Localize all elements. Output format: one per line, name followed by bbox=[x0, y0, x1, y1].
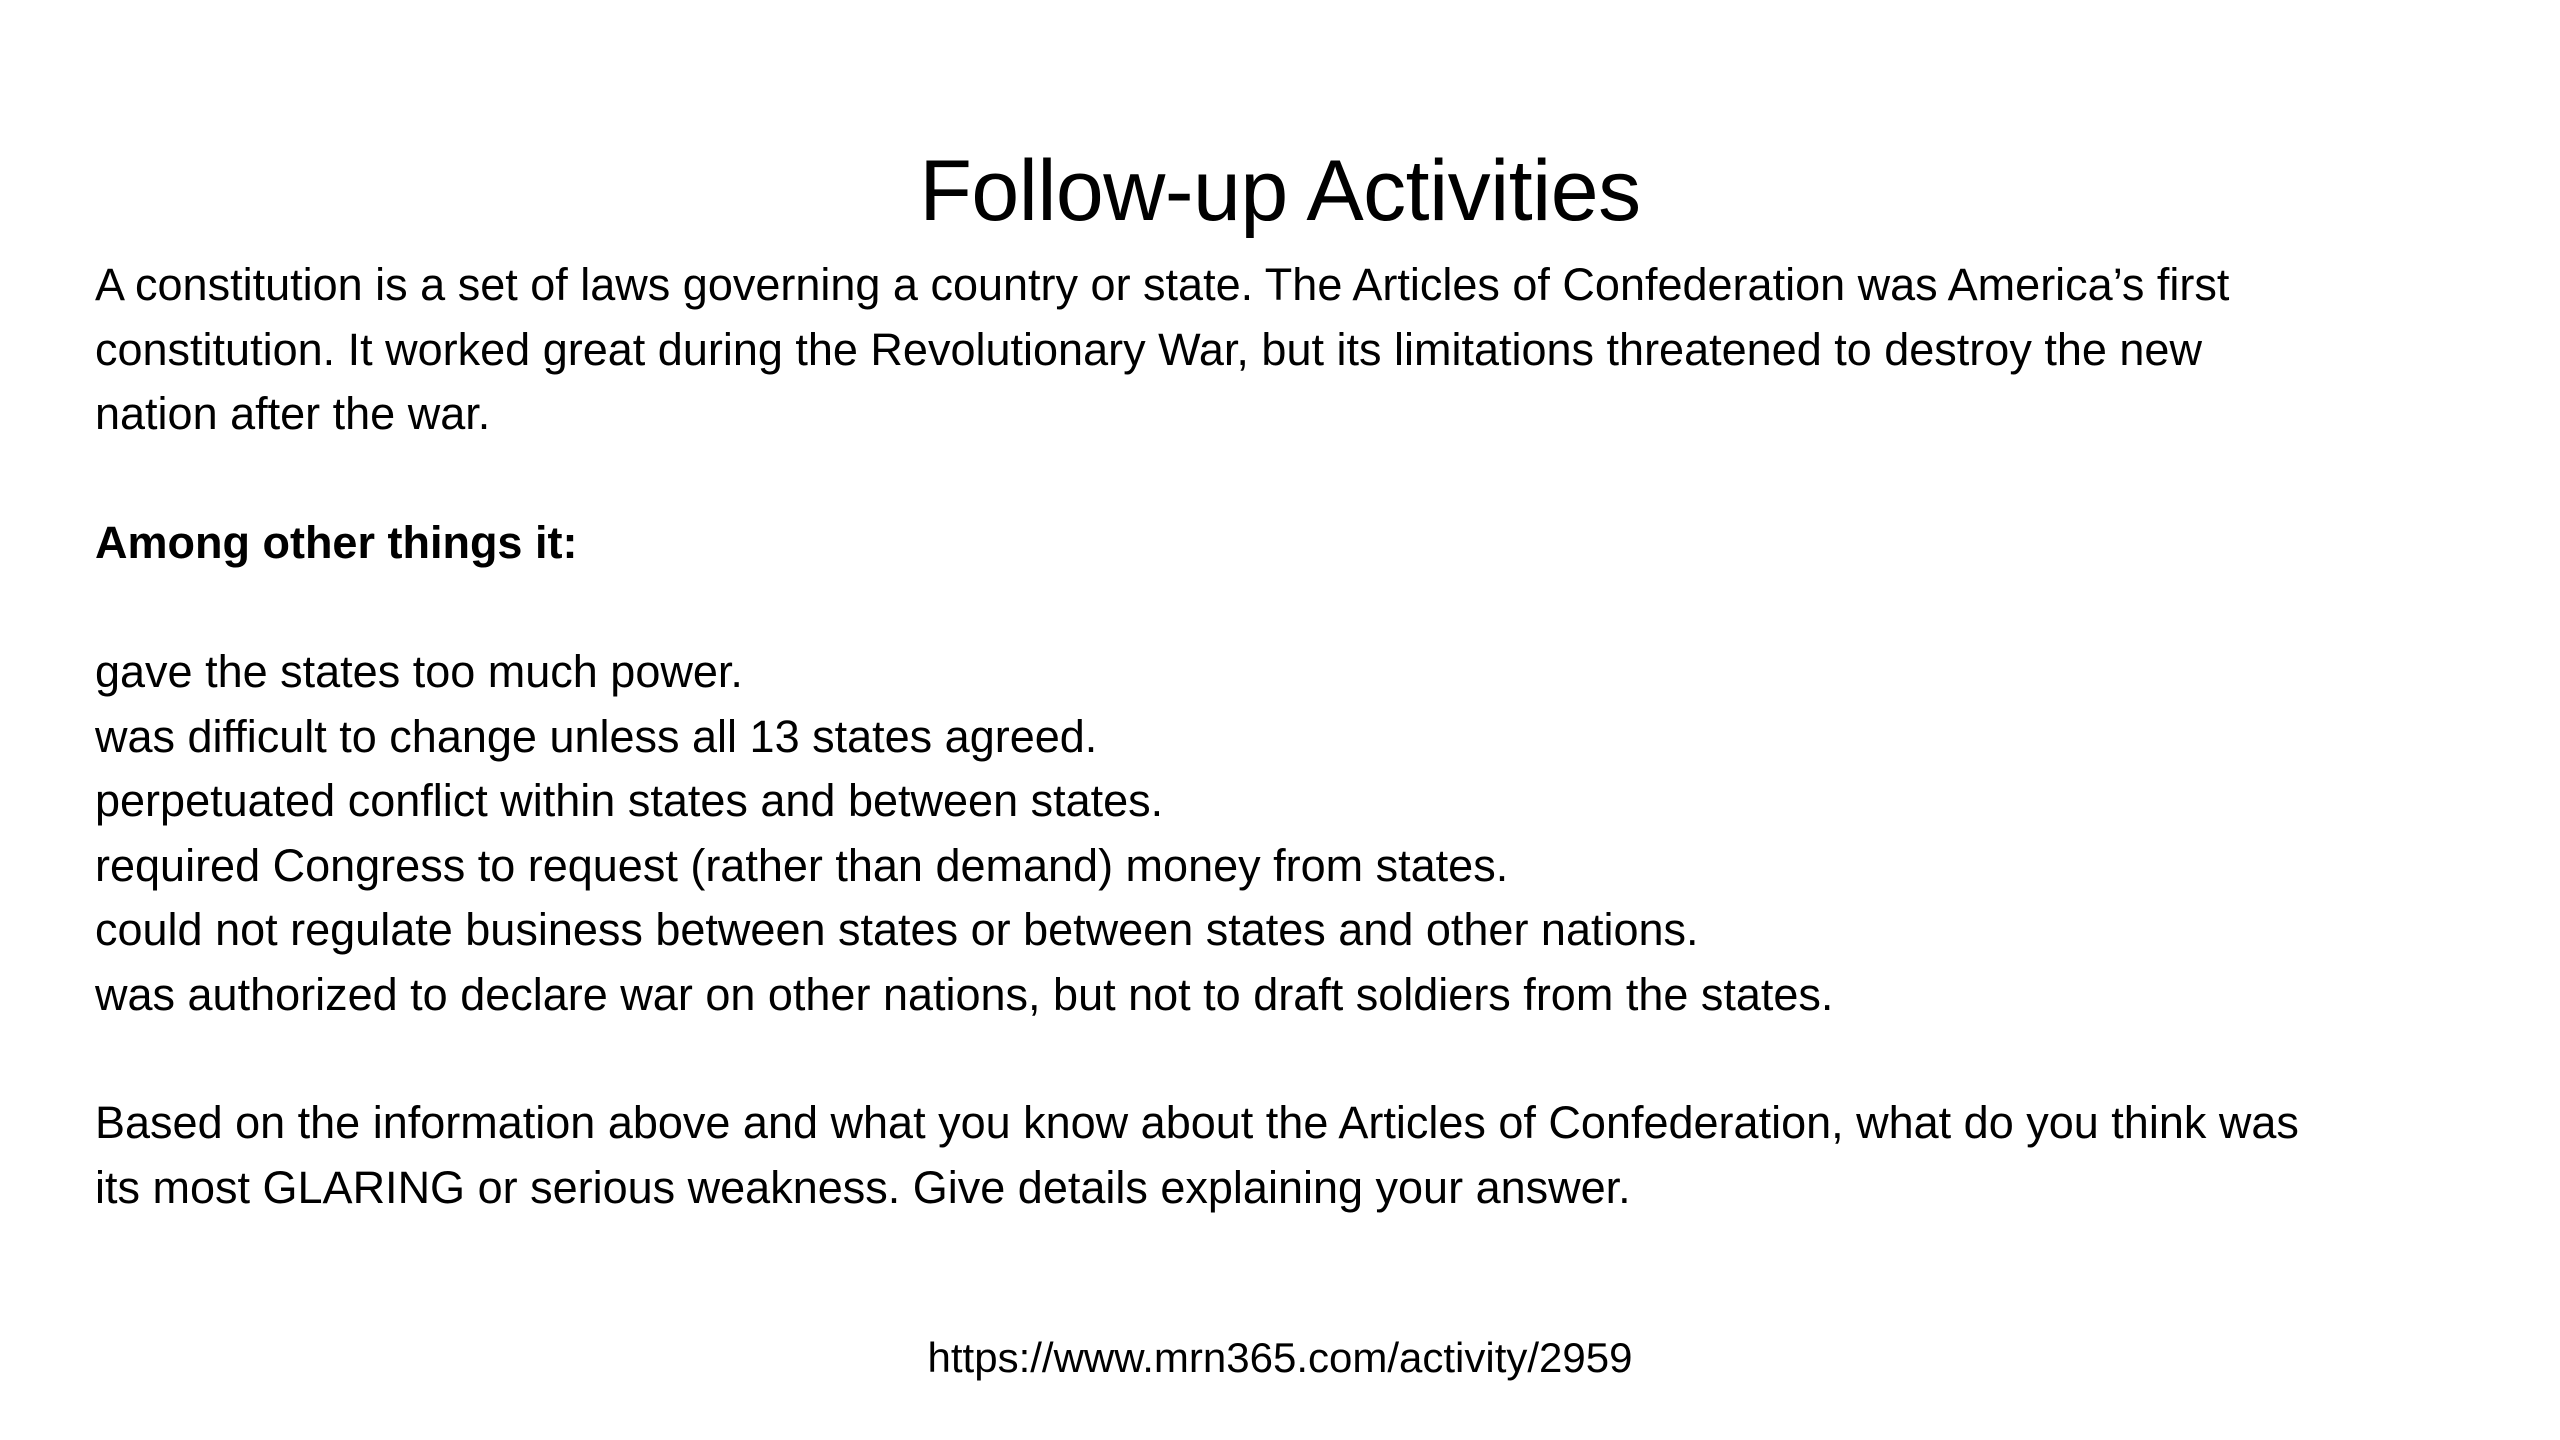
list-item: perpetuated conflict within states and between states. bbox=[95, 775, 1164, 826]
list-item: could not regulate business between states or between states and other nations. bbox=[95, 904, 1699, 955]
intro-line: A constitution is a set of laws governing a country or state. The Articles of Confederation was America’s first bbox=[95, 259, 2230, 310]
question-line: Based on the information above and what you know about the Articles of Confederation, what do you think was bbox=[95, 1097, 2299, 1148]
among-heading: Among other things it: bbox=[95, 517, 578, 568]
question-line: its most GLARING or serious weakness. Give details explaining your answer. bbox=[95, 1161, 1631, 1213]
limitations-list bbox=[95, 640, 2545, 1027]
intro-line: nation after the war. bbox=[95, 388, 491, 439]
intro-paragraph bbox=[95, 253, 2545, 447]
list-item: was difficult to change unless all 13 states agreed. bbox=[95, 710, 1098, 762]
list-item: was authorized to declare war on other nations, but not to draft soldiers from the states. bbox=[95, 968, 1834, 1020]
question-paragraph bbox=[95, 1091, 2545, 1220]
list-item: required Congress to request (rather than demand) money from states. bbox=[95, 839, 1509, 891]
list-item: gave the states too much power. bbox=[95, 646, 743, 697]
slide-title: Follow-up Activities bbox=[919, 142, 1641, 239]
intro-line: constitution. It worked great during the Revolutionary War, but its limitations threatened to destroy the new bbox=[95, 323, 2202, 375]
activity-url[interactable]: https://www.mrn365.com/activity/2959 bbox=[927, 1334, 1633, 1381]
